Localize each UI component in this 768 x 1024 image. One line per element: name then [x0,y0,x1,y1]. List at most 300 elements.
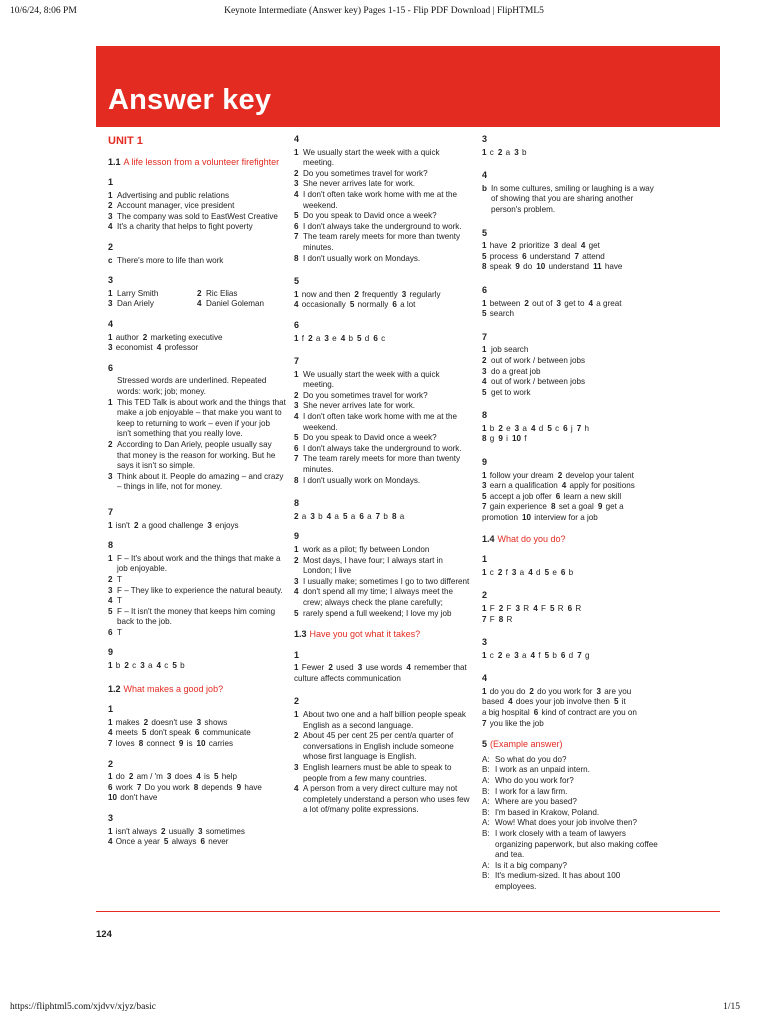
question-number: 3 [108,812,114,823]
answer-text: This TED Talk is about work and the things that make a job enjoyable – that make you want to keep to returning to work – even if your job isn't something that you really love. [117,397,286,439]
answer-text: get to work [491,387,531,397]
answer-number: 5 [547,423,552,433]
answer-line [108,222,286,233]
question-number: 7 [482,331,488,342]
footer-rule [96,911,720,912]
answer-number: 7 [574,251,579,261]
answer-number: 2 [294,555,299,565]
question-number: 8 [482,410,488,421]
answer-number: 5 [482,491,487,501]
answer-number: 1 [482,423,487,433]
answer-list [294,370,472,487]
speaker-label: A: [482,754,490,764]
answer-line [108,440,286,472]
answer-text: I don't often take work home with me at the weekend. [303,412,458,432]
answer-number: 5 [172,661,177,671]
answer-line [108,299,197,310]
answer-number: 3 [596,686,602,696]
dialogue-line [482,871,662,892]
answer-number: 1 [108,661,113,671]
answer-number: 4 [294,189,299,199]
answer-number: 5 [544,650,550,660]
answer-line [294,211,472,222]
answer-line [294,179,472,190]
section-number: 1.3 [294,629,307,640]
answer-flow: 1 isn't 2 a good challenge 3 enjoys [108,520,239,530]
answer-line [482,184,662,216]
answer-line: 3 earn a qualification 4 apply for positions [482,481,635,491]
instruction-text: Stressed words are underlined. Repeated words: work; job; money. [117,376,267,396]
answer-text: Ric Elias [206,288,238,298]
answer-number: 4 [156,661,162,671]
question-number: 9 [482,457,488,468]
answer-number: 4 [108,837,113,847]
answer-line [294,587,472,608]
answer-line [294,370,472,391]
answer-number: 9 [498,434,503,444]
answer-flow: 1 c 2 e 3 a 4 f 5 b 6 d 7 g [482,650,590,660]
answer-number: 3 [401,289,407,299]
page-number: 124 [96,929,112,940]
answer-text: Is it a big company? [495,860,567,870]
answer-line: 8 speak 9 do 10 understand 11 have [482,262,623,272]
answer-number: 8 [498,614,504,624]
answer-flow: 1 Fewer 2 used 3 use words 4 remember that culture affects communication [294,663,467,683]
answer-text: rarely spend a full weekend; I love my job [303,608,452,618]
answer-number: 4 [508,697,513,707]
answer-flow [482,604,662,625]
question-number: 9 [294,531,300,542]
answer-number: 4 [108,222,113,232]
answer-text: About two one and a half billion people speak English as a second language. [303,710,466,730]
answer-line: based 4 does your job involve then 5 it [482,697,626,707]
answer-number: 6 [522,251,527,261]
speaker-label: A: [482,818,490,828]
answer-number: 7 [482,502,487,512]
answer-line [294,731,472,763]
speaker-label: B: [482,828,490,838]
answer-line [108,554,286,575]
answer-number: 5 [163,837,169,847]
answer-line: 1 F 2 F 3 R 4 F 5 R 6 R [482,603,582,613]
answer-text: F – It isn't the money that keeps him coming back to the job. [117,606,276,627]
answer-number: 3 [515,603,521,613]
answer-text: Who do you work for? [495,775,574,785]
answer-number: 8 [138,738,144,748]
answer-number: 1 [108,397,113,407]
answer-line: 1 author 2 marketing executive [108,332,223,342]
answer-number: 7 [375,511,381,521]
answer-number: 7 [108,738,113,748]
answer-text: I don't always take the underground to work. [303,221,462,231]
answer-number: 5 [482,251,487,261]
answer-text: A person from a very direct culture may not completely understand a person who uses few a lot of/many polite expressions. [303,784,470,815]
question-number: 8 [108,540,114,551]
answer-text: I work as an unpaid intern. [495,765,590,775]
answer-number: 4 [533,603,538,613]
answer-text: There's more to life than work [117,255,224,265]
answer-text: So what do you do? [495,754,567,764]
answer-number: 2 [497,147,503,157]
answer-number: 1 [294,663,299,673]
answer-line: 1 do you do 2 do you work for 3 are you [482,686,632,696]
answer-number: 2 [328,663,333,673]
section-heading [482,534,662,546]
answer-number: 4 [340,333,346,343]
answer-line [108,201,286,212]
answer-number: 3 [108,211,113,221]
answer-text: Larry Smith [117,288,159,298]
browser-header [0,0,768,24]
answer-number: 3 [166,772,172,782]
question-number: 9 [108,647,114,658]
answer-line [197,299,286,310]
section-title: A life lesson from a volunteer firefighter [123,156,280,167]
answer-number: 4 [197,299,202,309]
answer-list [294,148,472,265]
answer-line: 1 now and then 2 frequently 3 regularly [294,289,441,299]
dialogue-line [482,861,662,872]
answer-text: I don't usually work on Mondays. [303,475,421,485]
question-number: 5 [294,276,300,287]
answer-number: 2 [497,567,503,577]
answer-flow [482,687,662,729]
answer-number: 2 [294,731,299,741]
answer-number: 1 [294,710,299,720]
answer-text: English learners must be able to speak to people from a few many countries. [303,763,452,783]
answer-number: 1 [108,553,113,563]
answer-text: In some cultures, smiling or laughing is a way of showing that you are sharing another person's problem. [491,183,654,214]
answer-line: a big hospital 6 kind of contract are you on [482,708,637,718]
answer-number: 4 [580,241,586,251]
section-title: What makes a good job? [123,683,224,694]
answer-number: 6 [560,567,566,577]
answer-number: 8 [294,475,299,485]
answer-line: 5 search [482,309,515,319]
dialogue-line [482,818,662,829]
answer-text: Do you sometimes travel for work? [303,168,428,178]
answer-flow [482,424,662,445]
answer-list [294,545,472,619]
answer-number: 3 [108,471,113,481]
answer-number: 5 [294,433,299,443]
answer-text: She never arrives late for work. [303,401,416,411]
answer-line: 8 g 9 i 10 f [482,434,527,444]
answer-line [108,596,286,607]
answer-number: 2 [498,603,504,613]
answer-line [294,412,472,433]
answer-line [294,577,472,588]
question-number: 5 [482,227,488,238]
answer-number: 2 [124,661,129,671]
answer-number: 5 [349,300,355,310]
answer-line [294,545,472,556]
answer-number: 3 [294,576,299,586]
answer-number: 3 [511,567,517,577]
answer-flow: 1 b 2 c 3 a 4 c 5 b [108,661,185,671]
answer-number: 4 [406,663,411,673]
answer-number: 1 [482,650,487,660]
answer-line [197,289,286,300]
answer-number: 2 [160,826,166,836]
answer-number: 5 [549,603,555,613]
answer-number: 2 [497,650,503,660]
answer-number: 1 [294,369,299,379]
answer-number: 2 [294,511,299,521]
answer-number: 6 [294,221,299,231]
answer-text: It's a charity that helps to fight poverty [117,222,253,232]
question-number: 2 [482,590,488,601]
question-number: 2 [294,696,300,707]
answer-text: The team rarely meets for more than twenty minutes. [303,232,460,252]
answer-number: 3 [556,298,561,308]
question-number: 7 [294,356,300,367]
answer-line: 7 loves 8 connect 9 is 10 carries [108,738,234,748]
answer-number: 1 [482,567,487,577]
answer-list [108,398,286,493]
answer-number: 5 [213,772,219,782]
speaker-label: B: [482,871,490,881]
answer-number: 6 [108,782,113,792]
answer-line [294,190,472,211]
answer-number: 1 [108,826,113,836]
answer-number: 4 [294,784,299,794]
answer-line [294,148,472,169]
answer-key-banner [96,46,720,127]
answer-number: 5 [357,333,362,343]
dialogue [482,755,662,893]
answer-line: promotion 10 interview for a job [482,513,598,523]
answer-number: 9 [236,782,242,792]
answer-number: 2 [498,423,503,433]
answer-flow [108,718,286,750]
answer-line: 4 meets 5 don't speak 6 communicate [108,728,251,738]
question-number: 3 [482,134,488,144]
question-number: 8 [294,498,300,509]
answer-number: 3 [108,299,113,309]
section-title: What do you do? [497,533,566,544]
answer-number: 4 [326,511,332,521]
answer-number: 6 [567,603,573,613]
answer-number: 4 [294,587,299,597]
answer-flow: 1 c 2 a 3 b [482,147,527,157]
answer-text: Do you speak to David once a week? [303,211,437,221]
answer-line [108,289,197,300]
answer-flow [108,827,286,848]
speaker-label: B: [482,765,490,775]
answer-line: 5 accept a job offer 6 learn a new skill [482,491,622,501]
answer-number: 2 [529,686,534,696]
answer-number: 1 [108,288,113,298]
answer-number: 5 [108,606,113,616]
question-number: 1 [108,704,114,715]
answer-number: 5 [482,387,487,397]
answer-number: 3 [196,717,202,727]
answer-number: 3 [514,423,520,433]
answer-number: 6 [294,443,299,453]
answer-number: 4 [482,377,487,387]
answer-number: 10 [108,793,118,803]
answer-number: 1 [108,772,113,782]
answer-number: 1 [108,717,113,727]
section-title: Have you got what it takes? [309,629,421,640]
answer-number: 11 [593,262,602,272]
answer-list [108,554,286,639]
answer-line: 1 have 2 prioritize 3 deal 4 get [482,241,600,251]
answer-line [294,763,472,784]
answer-text: Account manager, vice president [117,201,235,211]
answer-number: 3 [197,826,203,836]
answer-number: 2 [524,298,529,308]
answer-number: 5 [294,608,299,618]
answer-text: out of work / between jobs [491,377,586,387]
answer-number: 2 [482,355,487,365]
answer-line [108,607,286,628]
answer-number: 2 [294,390,299,400]
answer-line: 1 follow your dream 2 develop your talent [482,470,634,480]
answer-text: I work for a law firm. [495,786,568,796]
answer-line: 3 economist 4 professor [108,343,199,353]
answer-number: 4 [294,412,299,422]
answer-text: T [117,627,122,637]
answer-text: The team rarely meets for more than twenty minutes. [303,454,460,475]
answer-number: 10 [522,513,532,523]
speaker-label: B: [482,786,490,796]
answer-text: I work closely with a team of lawyers organizing paperwork, but also making coffee and tea. [495,828,658,860]
answer-text: I don't often take work home with me at the weekend. [303,189,458,210]
answer-number: 8 [391,511,397,521]
answer-number: 1 [108,332,113,342]
answer-text: T [117,596,122,606]
section-heading [482,739,662,751]
question-number: 6 [294,319,300,330]
question-number: 4 [482,170,488,181]
answer-line: 4 Once a year 5 always 6 never [108,837,229,847]
answer-number: 6 [555,491,561,501]
answer-text: I'm based in Krakow, Poland. [495,807,600,817]
column-2 [294,128,472,816]
answer-text: We usually start the week with a quick meeting. [303,369,440,390]
answer-number: 1 [108,520,113,530]
answer-number: 1 [482,298,487,308]
answer-number: 2 [354,289,359,299]
speaker-label: B: [482,807,490,817]
answer-text: F – They like to experience the natural beauty. [117,585,283,595]
answer-text: Wow! What does your job involve then? [495,818,638,828]
answer-list [294,710,472,816]
answer-number: 2 [294,168,299,178]
answer-number: 2 [133,520,139,530]
answer-number: 6 [392,300,397,310]
dialogue-line [482,755,662,766]
answer-number: 1 [294,545,299,554]
answer-number: 7 [482,614,487,624]
answer-line: 7 gain experience 8 set a goal 9 get a [482,502,624,512]
answer-number: 4 [196,772,201,782]
answer-number: 3 [514,650,519,660]
dialogue-line [482,829,662,861]
answer-line: 1 makes 2 doesn't use 3 shows [108,717,228,727]
answer-number: 3 [482,481,487,491]
answer-text: I don't usually work on Mondays. [303,253,421,263]
answer-line [294,401,472,412]
print-page-title: Keynote Intermediate (Answer key) Pages 1-15 - Flip PDF Download | FlipHTML5 [224,6,544,16]
answer-flow: 1 c 2 f 3 a 4 d 5 e 6 b [482,567,574,577]
column-1 [108,128,286,848]
answer-number: 3 [514,147,519,157]
answer-number: 3 [357,663,363,673]
answer-number: 2 [197,288,202,298]
answer-text: I usually make; sometimes I go to two different [303,576,470,586]
answer-text: Do you speak to David once a week? [303,433,437,443]
answer-flow [482,471,662,524]
answer-line [108,586,286,597]
answer-number: 1 [482,686,487,696]
answer-grid [108,289,286,310]
answer-line [294,476,472,487]
answer-text: F – It's about work and the things that make a job enjoyable. [117,553,281,574]
question-number: 4 [294,134,300,144]
answer-number: 3 [482,366,487,376]
answer-number: 3 [553,241,559,251]
answer-line [108,628,286,639]
answer-number: 5 [613,697,619,707]
answer-line [294,454,472,475]
question-number: 2 [108,758,114,769]
answer-flow [482,299,662,320]
answer-line [294,444,472,455]
answer-list [108,191,286,233]
print-datetime: 10/6/24, 8:06 PM [10,6,77,16]
question-number: 7 [108,506,114,517]
answer-line: 1 do 2 am / 'm 3 does 4 is 5 help [108,772,238,782]
answer-text: Think about it. People do amazing – and crazy – things in life, not for money. [117,471,284,492]
question-number: 2 [108,242,114,253]
answer-line [482,345,662,356]
answer-line [482,388,662,399]
section-number: 1.4 [482,533,495,544]
answer-number: 2 [557,470,563,480]
answer-number: 8 [482,434,487,444]
answer-number: 6 [200,837,205,847]
answer-number: 1 [482,241,487,251]
answer-text: The company was sold to EastWest Creative [117,211,278,221]
answer-number: 4 [108,596,113,606]
print-url: https://fliphtml5.com/xjdvv/xjyz/basic [10,1002,156,1012]
answer-number: 6 [359,511,364,521]
answer-number: 7 [576,423,582,433]
answer-flow [108,333,286,354]
speaker-label: A: [482,797,490,807]
answer-number: 2 [142,332,148,342]
answer-number: 1 [294,333,299,343]
browser-footer [0,1000,768,1024]
answer-number: 7 [294,232,299,242]
answer-text: Dan Ariely [117,299,154,309]
answer-number: 10 [511,434,521,444]
answer-line [294,556,472,577]
answer-number: 1 [482,345,487,355]
answer-number: 6 [560,650,566,660]
unit-heading: UNIT 1 [108,135,143,147]
print-page-indicator: 1/15 [723,1002,740,1012]
answer-number: 4 [588,298,594,308]
question-number: 1 [294,649,300,660]
question-number: 4 [108,319,114,330]
answer-number: 3 [324,333,329,343]
section-heading [294,629,472,641]
answer-line [294,784,472,816]
